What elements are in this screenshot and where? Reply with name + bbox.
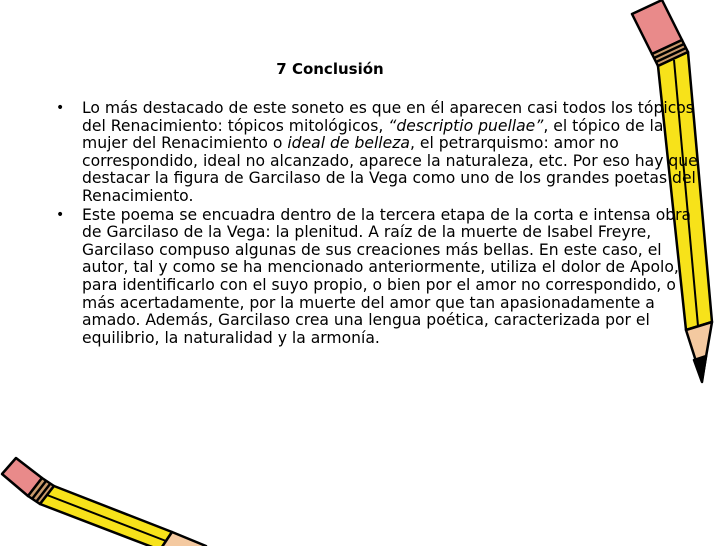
bullet-1-text-b: , el tópico de la mujer del Renacimiento o [82,116,664,153]
bullet-2-text: Este poema se encuadra dentro de la tercera etapa de la corta e intensa obra de Garcilaso de la Vega: la plenitud. A raíz de la muerte de Isabel Freyre, Garcilaso compuso algunas de sus creaciones más bellas. En este caso, el autor, tal y como se ha mencionado anteriormente, utiliza el dolor de Apolo, para identificarlo con el suyo propio, o bien por el amor no correspondido, o más acertadamente, por la muerte del amor que tan apasionadamente a amado. Además, Garcilaso crea una lengua poética, caracterizada por el equilibrio, la naturalidad y la armonía. [82,205,692,347]
slide-title: 7 Conclusión [276,60,384,78]
bullet-item-2 [54,207,699,348]
bullet-1-italic-a: “descriptio puellae” [388,116,544,135]
bullet-item-1 [54,100,699,206]
bullet-list [54,100,699,348]
bullet-marker: • [56,206,65,223]
pencil-icon-bottom-left [0,440,210,546]
bullet-1-text-c: , el petrarquismo: amor no correspondido, ideal no alcanzado, aparece la naturaleza, etc. Por eso hay que destacar la figura de Garcilaso de la Vega como uno de los grandes poetas del Renacimiento. [82,134,698,205]
bullet-marker: • [56,100,65,116]
bullet-1-italic-b: ideal de belleza [287,134,410,153]
bullet-1-text-a: Lo más destacado de este soneto es que en él aparecen casi todos los tópicos del Renacimiento: tópicos mitológicos, [82,99,694,135]
